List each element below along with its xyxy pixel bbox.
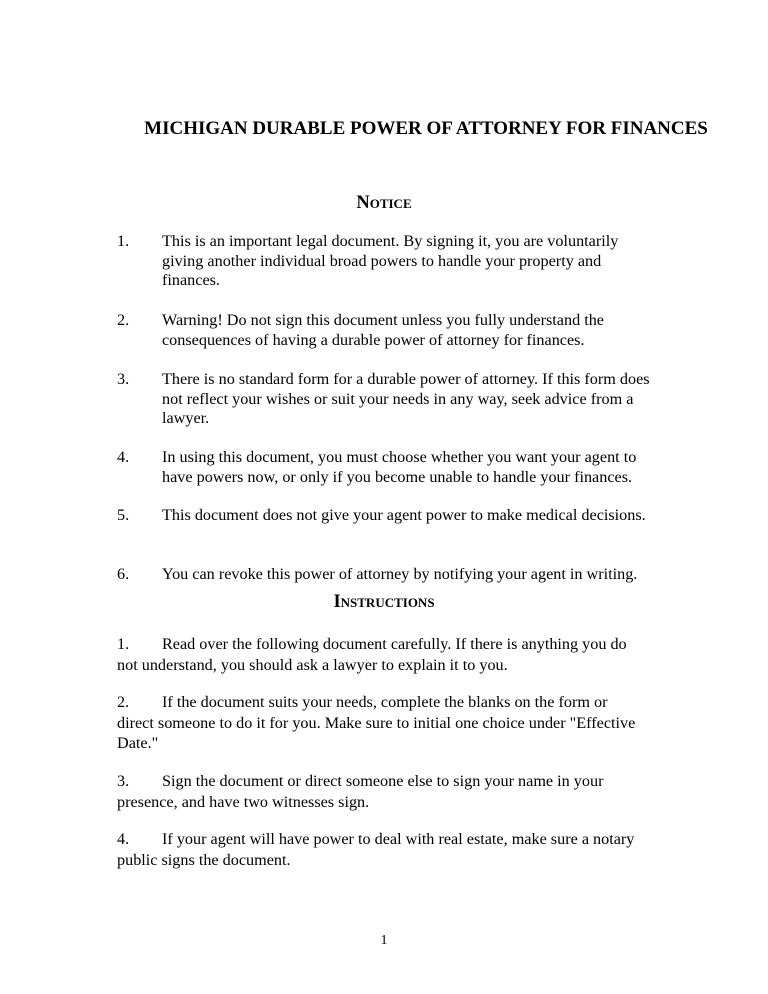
instruction-item: [117, 634, 647, 675]
instructions-heading: Instructions: [333, 592, 435, 612]
notice-item: [117, 448, 657, 487]
page-number: 1: [380, 933, 388, 948]
notice-heading: Notice: [356, 193, 412, 213]
notice-item-text: You can revoke this power of attorney by notifying your agent in writing.: [162, 565, 638, 583]
instruction-item-text: If the document suits your needs, complete the blanks on the form or direct someone to do it for you. Make sure to initial one choice under "Effective Date.": [117, 693, 636, 752]
notice-item: [117, 565, 657, 585]
notice-item: [117, 506, 657, 526]
instruction-item-number: 4.: [117, 830, 130, 848]
instruction-item-number: 1.: [117, 635, 130, 653]
notice-item-number: 1.: [117, 232, 130, 250]
notice-item-number: 5.: [117, 506, 130, 524]
notice-item: [117, 311, 657, 350]
notice-item-text: Warning! Do not sign this document unless you fully understand the consequences of having a durable power of attorney for finances.: [162, 311, 604, 349]
instruction-item-text: Sign the document or direct someone else to sign your name in your presence, and have two witnesses sign.: [117, 772, 604, 811]
notice-item-text: In using this document, you must choose whether you want your agent to have powers now, or only if you become unable to handle your finances.: [162, 448, 637, 486]
document-title: MICHIGAN DURABLE POWER OF ATTORNEY FOR FINANCES: [144, 118, 708, 139]
notice-item: [117, 232, 657, 291]
instruction-item-number: 3.: [117, 772, 130, 790]
instruction-item: [117, 829, 647, 870]
instruction-item-number: 2.: [117, 693, 130, 711]
notice-item-text: This document does not give your agent power to make medical decisions.: [162, 506, 646, 524]
notice-item-number: 3.: [117, 370, 130, 388]
notice-item-text: This is an important legal document. By signing it, you are voluntarily giving another individual broad powers to handle your property and finances.: [162, 232, 619, 290]
notice-item-number: 6.: [117, 565, 130, 583]
notice-item-number: 2.: [117, 311, 130, 329]
instruction-item: [117, 692, 647, 754]
notice-item: [117, 370, 657, 429]
instruction-item-text: If your agent will have power to deal with real estate, make sure a notary public signs the document.: [117, 830, 635, 869]
notice-item-number: 4.: [117, 448, 130, 466]
notice-item-text: There is no standard form for a durable power of attorney. If this form does not reflect your wishes or suit your needs in any way, seek advice from a lawyer.: [162, 370, 650, 428]
instruction-item-text: Read over the following document carefully. If there is anything you do not understand, you should ask a lawyer to explain it to you.: [117, 635, 627, 674]
instruction-item: [117, 771, 647, 812]
